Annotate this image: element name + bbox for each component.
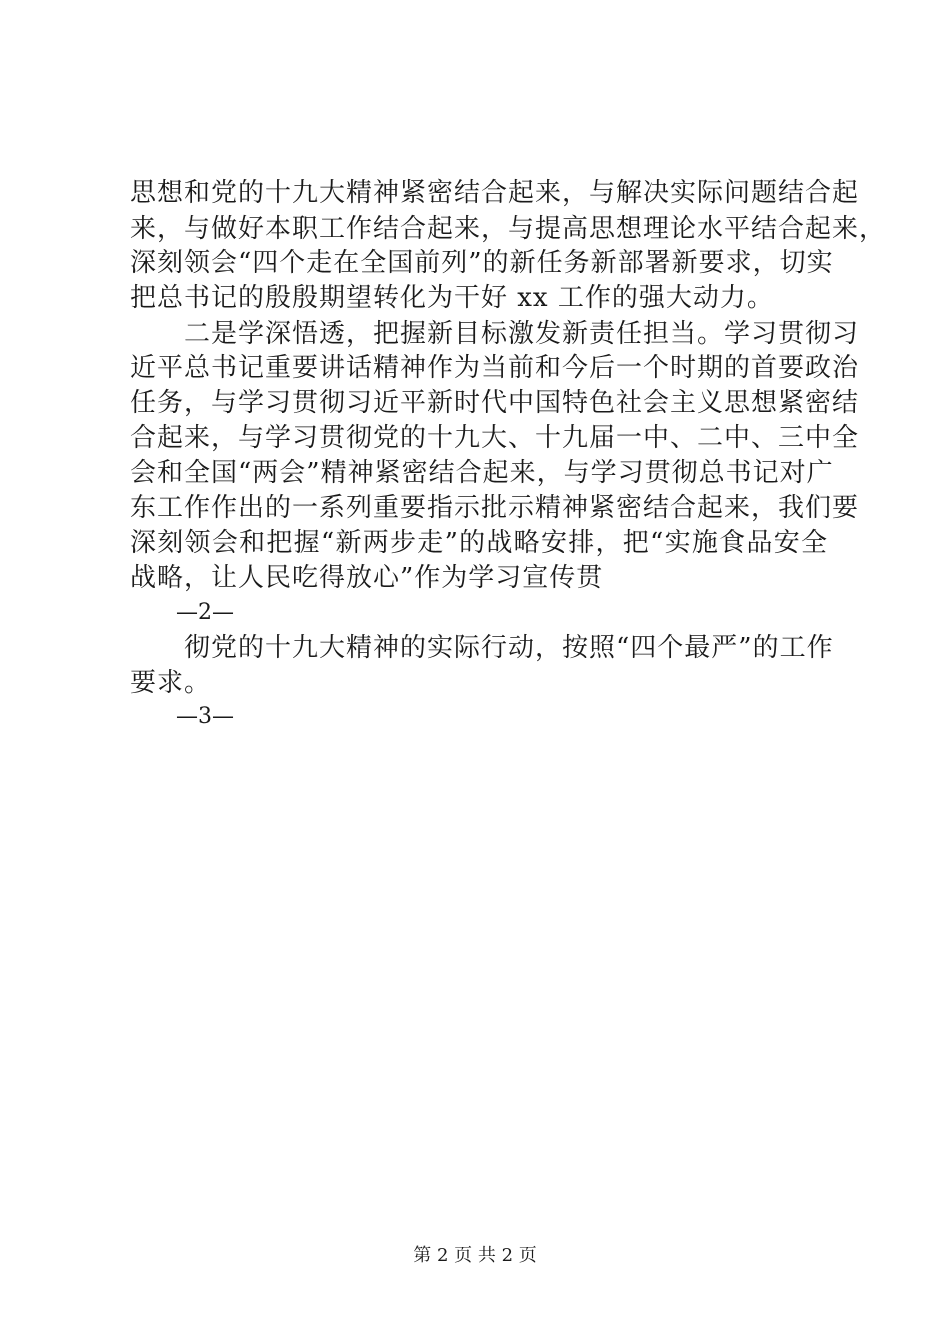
page-marker: —2— [176,600,234,625]
paragraph-line: 彻党的十九大精神的实际行动，按照“四个最严”的工作 [184,633,834,663]
paragraph-line: 东工作作出的一系列重要指示批示精神紧密结合起来，我们要 [130,493,860,523]
paragraph-line: 要求。 [130,668,212,698]
paragraph-line: 会和全国“两会”精神紧密结合起来，与学习贯彻总书记对广 [130,458,834,488]
page-footer: 第 2 页 共 2 页 [413,1245,537,1266]
paragraph-line: 深刻领会“四个走在全国前列”的新任务新部署新要求，切实 [130,248,834,278]
paragraph-line: 二是学深悟透，把握新目标激发新责任担当。学习贯彻习 [184,319,860,349]
paragraph-line: 把总书记的殷殷期望转化为干好 xx 工作的强大动力。 [130,283,774,313]
paragraph-line: 来，与做好本职工作结合起来，与提高思想理论水平结合起来， [130,214,887,244]
paragraph-line: 任务，与学习贯彻习近平新时代中国特色社会主义思想紧密结 [130,388,860,418]
page-marker: —3— [176,704,234,729]
paragraph-line: 近平总书记重要讲话精神作为当前和今后一个时期的首要政治 [130,353,860,383]
paragraph-line: 思想和党的十九大精神紧密结合起来，与解决实际问题结合起 [130,178,860,208]
paragraph-line: 战略，让人民吃得放心”作为学习宣传贯 [130,563,604,593]
paragraph-line: 深刻领会和把握“新两步走”的战略安排，把“实施食品安全 [130,528,828,558]
paragraph-line: 合起来，与学习贯彻党的十九大、十九届一中、二中、三中全 [130,423,860,453]
